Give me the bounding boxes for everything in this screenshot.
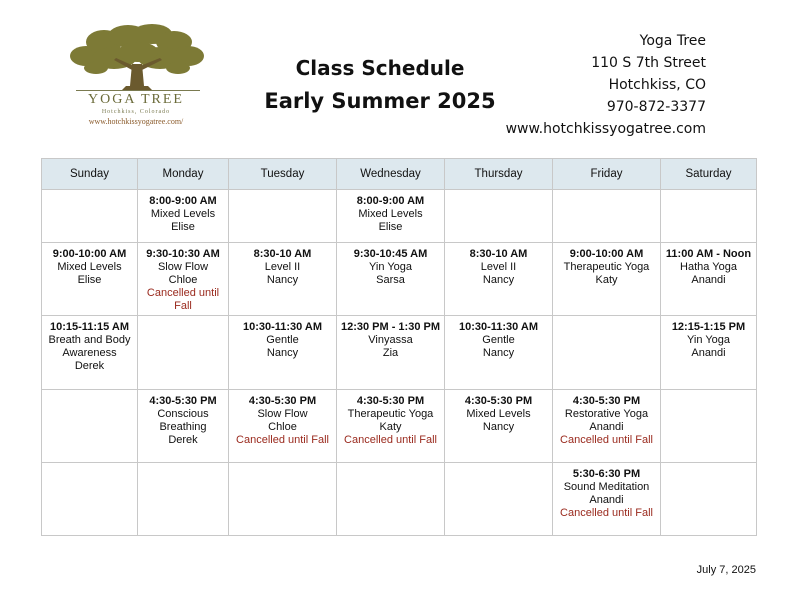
day-header: Saturday <box>661 159 757 190</box>
class-cell <box>553 390 661 463</box>
class-time: 8:00-9:00 AM <box>356 195 425 207</box>
class-name: Slow Flow <box>257 408 308 420</box>
class-time: 12:30 PM - 1:30 PM <box>340 321 441 333</box>
class-cell <box>337 243 445 316</box>
class-time: 10:30-11:30 AM <box>458 321 539 333</box>
class-name: Level II <box>480 261 517 273</box>
schedule-row <box>42 463 757 536</box>
class-cell <box>138 243 229 316</box>
class-name: Gentle <box>482 334 515 346</box>
class-teacher: Zia <box>382 347 399 359</box>
class-cell <box>661 316 757 390</box>
yoga-tree-logo <box>66 24 216 128</box>
class-teacher: Chloe <box>268 421 297 433</box>
class-teacher: Anandi <box>589 494 624 506</box>
cancelled-note: Cancelled until Fall <box>560 507 653 519</box>
class-cell <box>229 390 337 463</box>
class-teacher: Elise <box>378 221 403 233</box>
schedule-row <box>42 243 757 316</box>
class-cell <box>337 190 445 243</box>
class-time: 9:00-10:00 AM <box>52 248 127 260</box>
logo-url[interactable]: www.hotchkissyogatree.com/ <box>88 117 184 126</box>
page-title: Class Schedule <box>295 56 465 80</box>
class-teacher: Katy <box>379 421 402 433</box>
class-time: 11:00 AM - Noon <box>665 248 752 260</box>
class-cell <box>229 316 337 390</box>
class-cell <box>337 390 445 463</box>
class-teacher: Nancy <box>266 347 299 359</box>
day-header: Thursday <box>445 159 553 190</box>
class-cell <box>337 316 445 390</box>
class-cell-empty <box>42 390 138 463</box>
footer-date: July 7, 2025 <box>696 564 756 576</box>
contact-block <box>506 30 706 140</box>
day-header-row <box>42 159 757 190</box>
class-time: 9:00-10:00 AM <box>569 248 644 260</box>
class-cell-empty <box>138 463 229 536</box>
page-subtitle: Early Summer 2025 <box>264 89 496 113</box>
class-cell-empty <box>661 463 757 536</box>
class-name: Mixed Levels <box>358 208 423 220</box>
class-cell <box>42 243 138 316</box>
class-cell-empty <box>553 190 661 243</box>
cancelled-note: Cancelled until Fall <box>344 434 437 446</box>
class-cell-empty <box>229 190 337 243</box>
day-header: Monday <box>138 159 229 190</box>
class-time: 8:30-10 AM <box>253 248 312 260</box>
class-cell-empty <box>445 463 553 536</box>
logo-name: YOGA TREE <box>88 92 184 107</box>
class-time: 8:30-10 AM <box>469 248 528 260</box>
class-teacher: Katy <box>595 274 618 286</box>
class-cell-empty <box>445 190 553 243</box>
class-name: Vinyassa <box>368 334 413 346</box>
class-time: 12:15-1:15 PM <box>671 321 746 333</box>
class-cell-empty <box>229 463 337 536</box>
class-time: 10:30-11:30 AM <box>242 321 323 333</box>
class-teacher: Nancy <box>266 274 299 286</box>
class-cell-empty <box>553 316 661 390</box>
class-cell-empty <box>661 390 757 463</box>
class-teacher: Anandi <box>589 421 624 433</box>
class-cell <box>138 190 229 243</box>
class-cell <box>445 243 553 316</box>
class-name: Conscious Breathing <box>157 408 209 433</box>
class-teacher: Derek <box>168 434 198 446</box>
class-time: 4:30-5:30 PM <box>464 395 533 407</box>
schedule-row <box>42 316 757 390</box>
cancelled-note: Cancelled until Fall <box>146 287 220 312</box>
class-time: 4:30-5:30 PM <box>356 395 425 407</box>
cancelled-note: Cancelled until Fall <box>560 434 653 446</box>
class-cell-empty <box>42 190 138 243</box>
contact-website[interactable]: www.hotchkissyogatree.com <box>505 121 706 137</box>
contact-city: Hotchkiss, CO <box>608 77 706 93</box>
cancelled-note: Cancelled until Fall <box>236 434 329 446</box>
class-name: Mixed Levels <box>57 261 122 273</box>
class-cell <box>553 243 661 316</box>
tree-icon <box>66 24 216 94</box>
class-name: Yin Yoga <box>686 334 731 346</box>
class-name: Level II <box>264 261 301 273</box>
class-time: 5:30-6:30 PM <box>572 468 641 480</box>
day-header: Friday <box>553 159 661 190</box>
class-name: Therapeutic Yoga <box>347 408 434 420</box>
class-name: Mixed Levels <box>150 208 216 220</box>
class-cell-empty <box>661 190 757 243</box>
logo-location: Hotchkiss, Colorado <box>101 109 171 115</box>
day-header: Tuesday <box>229 159 337 190</box>
class-time: 4:30-5:30 PM <box>149 395 217 407</box>
class-time: 9:30-10:30 AM <box>146 248 220 260</box>
class-cell <box>661 243 757 316</box>
contact-name: Yoga Tree <box>639 33 706 49</box>
class-time: 4:30-5:30 PM <box>572 395 641 407</box>
class-teacher: Sarsa <box>376 274 405 286</box>
class-cell <box>445 316 553 390</box>
schedule-table <box>41 158 757 536</box>
day-header: Sunday <box>42 159 138 190</box>
class-name: Restorative Yoga <box>564 408 649 420</box>
class-name: Breath and Body Awareness <box>48 334 131 359</box>
class-teacher: Derek <box>74 360 105 372</box>
contact-street: 110 S 7th Street <box>591 55 706 71</box>
class-cell <box>42 316 138 390</box>
class-time: 9:30-10:45 AM <box>353 248 428 260</box>
class-name: Therapeutic Yoga <box>563 261 650 273</box>
class-name: Sound Meditation <box>563 481 650 493</box>
class-cell-empty <box>42 463 138 536</box>
class-teacher: Nancy <box>482 347 515 359</box>
class-cell-empty <box>138 316 229 390</box>
class-cell <box>138 390 229 463</box>
class-cell-empty <box>337 463 445 536</box>
class-name: Hatha Yoga <box>680 261 737 273</box>
class-teacher: Nancy <box>482 274 515 286</box>
class-cell <box>553 463 661 536</box>
class-cell <box>229 243 337 316</box>
class-teacher: Chloe <box>168 274 198 286</box>
class-teacher: Anandi <box>691 347 726 359</box>
class-teacher: Elise <box>171 221 195 233</box>
class-teacher: Anandi <box>691 274 726 286</box>
class-teacher: Elise <box>77 274 102 286</box>
class-time: 10:15-11:15 AM <box>49 321 130 333</box>
class-name: Slow Flow <box>157 261 209 273</box>
class-cell <box>445 390 553 463</box>
schedule-row <box>42 190 757 243</box>
contact-phone: 970-872-3377 <box>606 99 706 115</box>
class-name: Gentle <box>266 334 299 346</box>
class-name: Mixed Levels <box>466 408 531 420</box>
class-time: 8:00-9:00 AM <box>149 195 217 207</box>
class-time: 4:30-5:30 PM <box>248 395 317 407</box>
class-teacher: Nancy <box>482 421 515 433</box>
class-name: Yin Yoga <box>368 261 413 273</box>
day-header: Wednesday <box>337 159 445 190</box>
schedule-row <box>42 390 757 463</box>
